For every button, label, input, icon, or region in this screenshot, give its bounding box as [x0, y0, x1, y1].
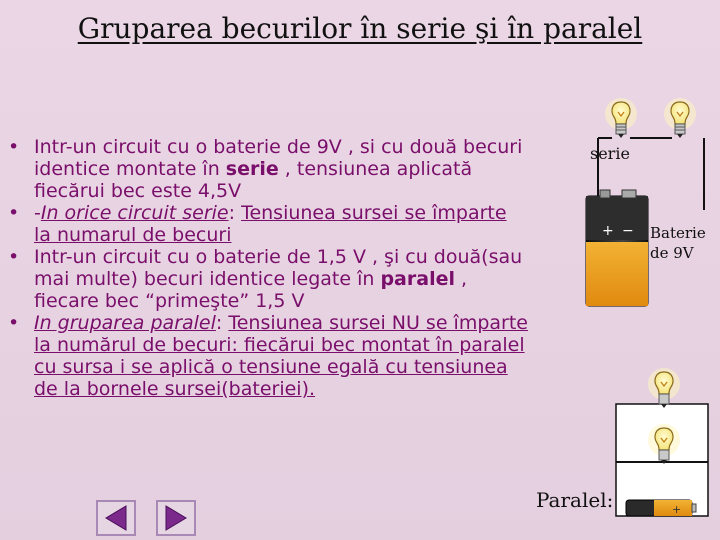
previous-slide-button[interactable] [96, 500, 136, 536]
bullet-text: Intr-un circuit cu o baterie de 9V , si cu două becuri identice montate în [34, 136, 523, 180]
bold-term: paralel [380, 268, 455, 290]
page-title: Gruparea becurilor în serie şi în paralel [77, 12, 643, 45]
small-battery-plus-label: + [672, 503, 682, 516]
italic-term: In orice circuit serie [40, 202, 229, 224]
italic-term: In gruparea paralel [34, 312, 216, 334]
bulb-icon [648, 368, 680, 408]
bullet-text: Tensiunea sursei NU se împarte la numărul de becuri: fiecărui bec montat în paralel cu sursa i se aplică o tensiune egală cu tensiunea de la bornele sursei(bateriei). [34, 312, 528, 400]
battery-minus-label: − [622, 223, 634, 239]
bulb-icon [605, 98, 637, 138]
bullet-text: Intr-un circuit cu o baterie de 1,5 V , şi cu două(sau mai multe) becuri identice legate în [34, 246, 523, 290]
triangle-left-icon [98, 502, 134, 534]
battery-plus-label: + [602, 223, 614, 239]
battery-label-line1: Baterie [650, 224, 706, 242]
bullet-text: - [34, 202, 41, 224]
battery-label-line2: de 9V [650, 244, 694, 262]
battery-9v-icon [586, 190, 648, 306]
next-slide-button[interactable] [156, 500, 196, 536]
bullet-text: Tensiunea sursei se împarte la numarul de becuri [34, 202, 507, 246]
triangle-right-icon [158, 502, 194, 534]
bullet-text: : [215, 312, 229, 334]
paralel-label: Paralel: [536, 488, 614, 512]
bullet-text: , tensiunea aplicată fiecărui bec este 4,5V [34, 158, 473, 202]
bulb-icon [664, 98, 696, 138]
bullet-text: , fiecare bec “primeşte” 1,5 V [34, 268, 468, 312]
battery-aa-icon [626, 500, 696, 516]
serie-label: serie [590, 144, 630, 163]
bold-term: serie [225, 158, 279, 180]
bullet-text: : [228, 202, 242, 224]
